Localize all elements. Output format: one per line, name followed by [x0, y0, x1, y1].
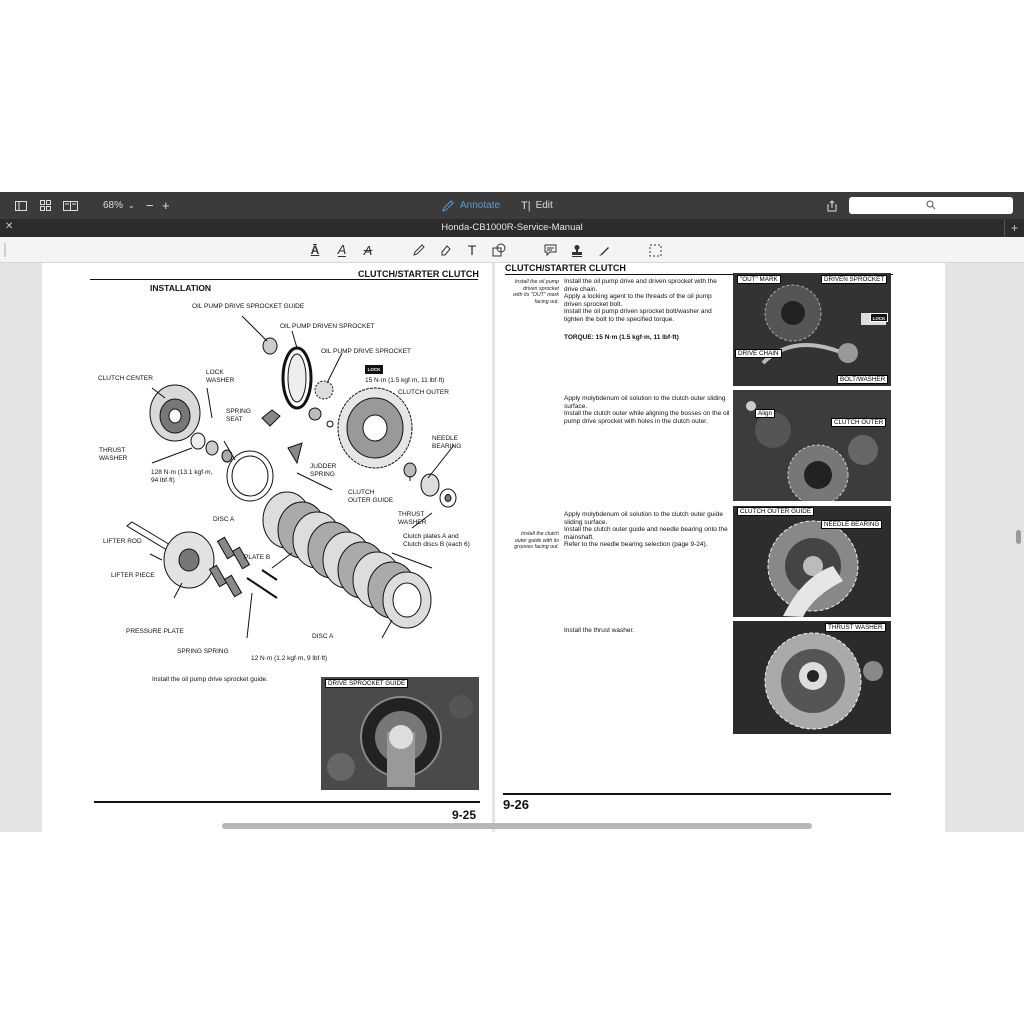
pen-icon: [442, 200, 454, 212]
step-2-text: Apply molybdenum oil solution to the clutch outer sliding surface. Install the clutch outer while aligning the bosses on the oil pump drive sprocket with holes in the clutch outer.: [564, 395, 730, 425]
label-needle-bearing: NEEDLE BEARING: [432, 435, 462, 450]
label-clutch-center: CLUTCH CENTER: [98, 375, 153, 382]
clutch-outer-guide-photo: [733, 506, 891, 617]
clutch-exploded-diagram: [92, 298, 482, 678]
label-oil-pump-drive-sprocket-guide: OIL PUMP DRIVE SPROCKET GUIDE: [192, 303, 305, 310]
pencil-icon[interactable]: [411, 242, 427, 258]
label-lifter-rod: LIFTER ROD: [103, 538, 142, 545]
text-underline-icon[interactable]: A: [337, 241, 347, 257]
step-4-text: Install the thrust washer.: [564, 627, 635, 634]
signature-pen-icon[interactable]: [596, 242, 612, 258]
sidebar-toggle-icon[interactable]: [15, 198, 27, 213]
photo-label-drive-chain: DRIVE CHAIN: [735, 349, 782, 358]
zoom-in-button[interactable]: +: [162, 198, 170, 213]
search-field[interactable]: [849, 197, 1013, 214]
grid-view-icon[interactable]: [40, 198, 51, 213]
close-tab-icon[interactable]: ✕: [5, 221, 14, 232]
label-torque-128: 128 N·m (13.1 kgf·m, 94 lbf·ft): [151, 469, 213, 484]
page-9-26: [495, 263, 945, 832]
photo-label-bolt-washer: BOLT/WASHER: [837, 375, 888, 384]
annotate-label: Annotate: [460, 200, 501, 211]
label-clutch-outer-guide: CLUTCH OUTER GUIDE: [348, 489, 394, 504]
label-clutch-outer: CLUTCH OUTER: [398, 389, 449, 396]
label-disc-a-bottom: DISC A: [312, 633, 334, 640]
photo-label-thrust-washer: THRUST WASHER: [825, 623, 886, 632]
page-number-right: 9-26: [503, 797, 530, 812]
lock-badge: [365, 365, 383, 374]
photo-label-clutch-outer-guide: CLUTCH OUTER GUIDE: [737, 507, 814, 516]
label-lock-washer: LOCK WASHER: [206, 369, 235, 384]
lock-badge-label: LOCK: [872, 316, 886, 321]
label-oil-pump-driven-sprocket: OIL PUMP DRIVEN SPROCKET: [280, 323, 375, 330]
page-number-left: 9-25: [452, 808, 477, 822]
eraser-icon[interactable]: [438, 242, 454, 258]
document-tab-bar: [0, 219, 1024, 237]
text-edit-icon: T|: [521, 199, 531, 212]
thrust-washer-photo: [733, 621, 891, 734]
lock-badge-label: LOCK: [367, 367, 381, 372]
label-thrust-washer-right: THRUST WASHER: [398, 511, 427, 526]
step-1-torque: TORQUE: 15 N·m (1.5 kgf·m, 11 lbf·ft): [564, 334, 679, 341]
zoom-dropdown[interactable]: [103, 198, 135, 213]
share-icon[interactable]: [827, 198, 837, 213]
left-instruction: Install the oil pump drive sprocket guide.: [152, 676, 268, 683]
footer-rule: [503, 793, 891, 795]
sprocket-chain-photo: [733, 273, 891, 386]
label-clutch-plates: Clutch plates A and Clutch discs B (each 6): [403, 533, 470, 548]
header-rule: [90, 279, 478, 280]
zoom-out-button[interactable]: −: [146, 198, 154, 213]
label-thrust-washer: THRUST WASHER: [99, 447, 128, 462]
chevron-down-icon: ⌄: [128, 201, 135, 210]
label-torque-12: 12 N·m (1.2 kgf·m, 9 lbf·ft): [251, 655, 328, 662]
two-page-view-icon[interactable]: [63, 198, 78, 213]
edit-button[interactable]: [521, 198, 553, 213]
footer-rule: [94, 801, 480, 803]
page-header: CLUTCH/STARTER CLUTCH: [505, 263, 626, 273]
photo-label-align: Align: [755, 409, 775, 418]
selection-icon[interactable]: [647, 242, 663, 258]
photo-label-clutch-outer: CLUTCH OUTER: [831, 418, 886, 427]
text-style-icon[interactable]: Ā: [310, 243, 320, 257]
step-3-text: Apply molybdenum oil solution to the clutch outer guide sliding surface. Install the clutch outer guide and needle bearing onto the mainshaft. Refer to the needle bearing selection (page 9-24).: [564, 511, 728, 548]
search-icon: [926, 200, 936, 210]
label-spring-seat: SPRING SEAT: [226, 408, 251, 423]
main-toolbar: [0, 192, 1024, 219]
pdf-viewer-window: [0, 192, 1024, 832]
text-box-icon[interactable]: T: [467, 242, 477, 258]
label-pressure-plate: PRESSURE PLATE: [126, 628, 184, 635]
comment-icon[interactable]: [542, 242, 558, 258]
annotate-button[interactable]: [442, 198, 500, 213]
label-disc-a-top: DISC A: [213, 516, 235, 523]
page-header: CLUTCH/STARTER CLUTCH: [358, 269, 479, 279]
label-torque-15: 15 N·m (1.5 kgf·m, 11 lbf·ft): [365, 377, 445, 384]
vertical-scrollbar[interactable]: [1016, 530, 1021, 544]
photo-label-driven-sprocket: DRIVEN SPROCKET: [821, 275, 887, 284]
horizontal-scrollbar[interactable]: [222, 823, 812, 829]
clutch-outer-photo: [733, 390, 891, 501]
label-oil-pump-drive-sprocket: OIL PUMP DRIVE SPROCKET: [321, 348, 411, 355]
new-tab-icon[interactable]: +: [1004, 219, 1024, 237]
shapes-icon[interactable]: [491, 242, 507, 258]
document-canvas[interactable]: [0, 263, 1024, 832]
annotation-toolbar: [0, 237, 1024, 263]
text-strikethrough-icon[interactable]: A: [363, 242, 373, 258]
lock-badge: [870, 313, 888, 322]
photo-label-out-mark: "OUT" MARK: [737, 275, 781, 284]
toolbar-grip: [4, 243, 6, 257]
photo-label-drive-sprocket-guide: DRIVE SPROCKET GUIDE: [325, 679, 408, 688]
side-note-1: Install the oil pump driven sprocket with its "OUT" mark facing out.: [513, 279, 559, 305]
photo-label-needle-bearing: NEEDLE BEARING: [821, 520, 882, 529]
label-judder-spring: JUDDER SPRING: [310, 463, 337, 478]
label-plate-b: PLATE B: [244, 554, 271, 561]
step-1-text: Install the oil pump drive and driven sprocket with the drive chain. Apply a locking agent to the threads of the oil pump driven sprocket bolt. Install the oil pump driven sprocket bolt/washer and tighten the bolt to the specified torque.: [564, 278, 717, 323]
drive-sprocket-guide-photo: [321, 677, 479, 790]
edit-label: Edit: [535, 200, 553, 211]
stamp-icon[interactable]: [569, 242, 585, 258]
label-lifter-piece: LIFTER PIECE: [111, 572, 155, 579]
label-spring-spring: SPRING SPRING: [177, 648, 229, 655]
section-title: INSTALLATION: [150, 283, 212, 293]
page-9-25: [42, 263, 492, 832]
side-note-3: Install the clutch outer guide with its grooves facing out.: [514, 531, 559, 550]
document-title: Honda-CB1000R-Service-Manual: [441, 222, 583, 233]
zoom-level: 68%: [103, 200, 124, 211]
